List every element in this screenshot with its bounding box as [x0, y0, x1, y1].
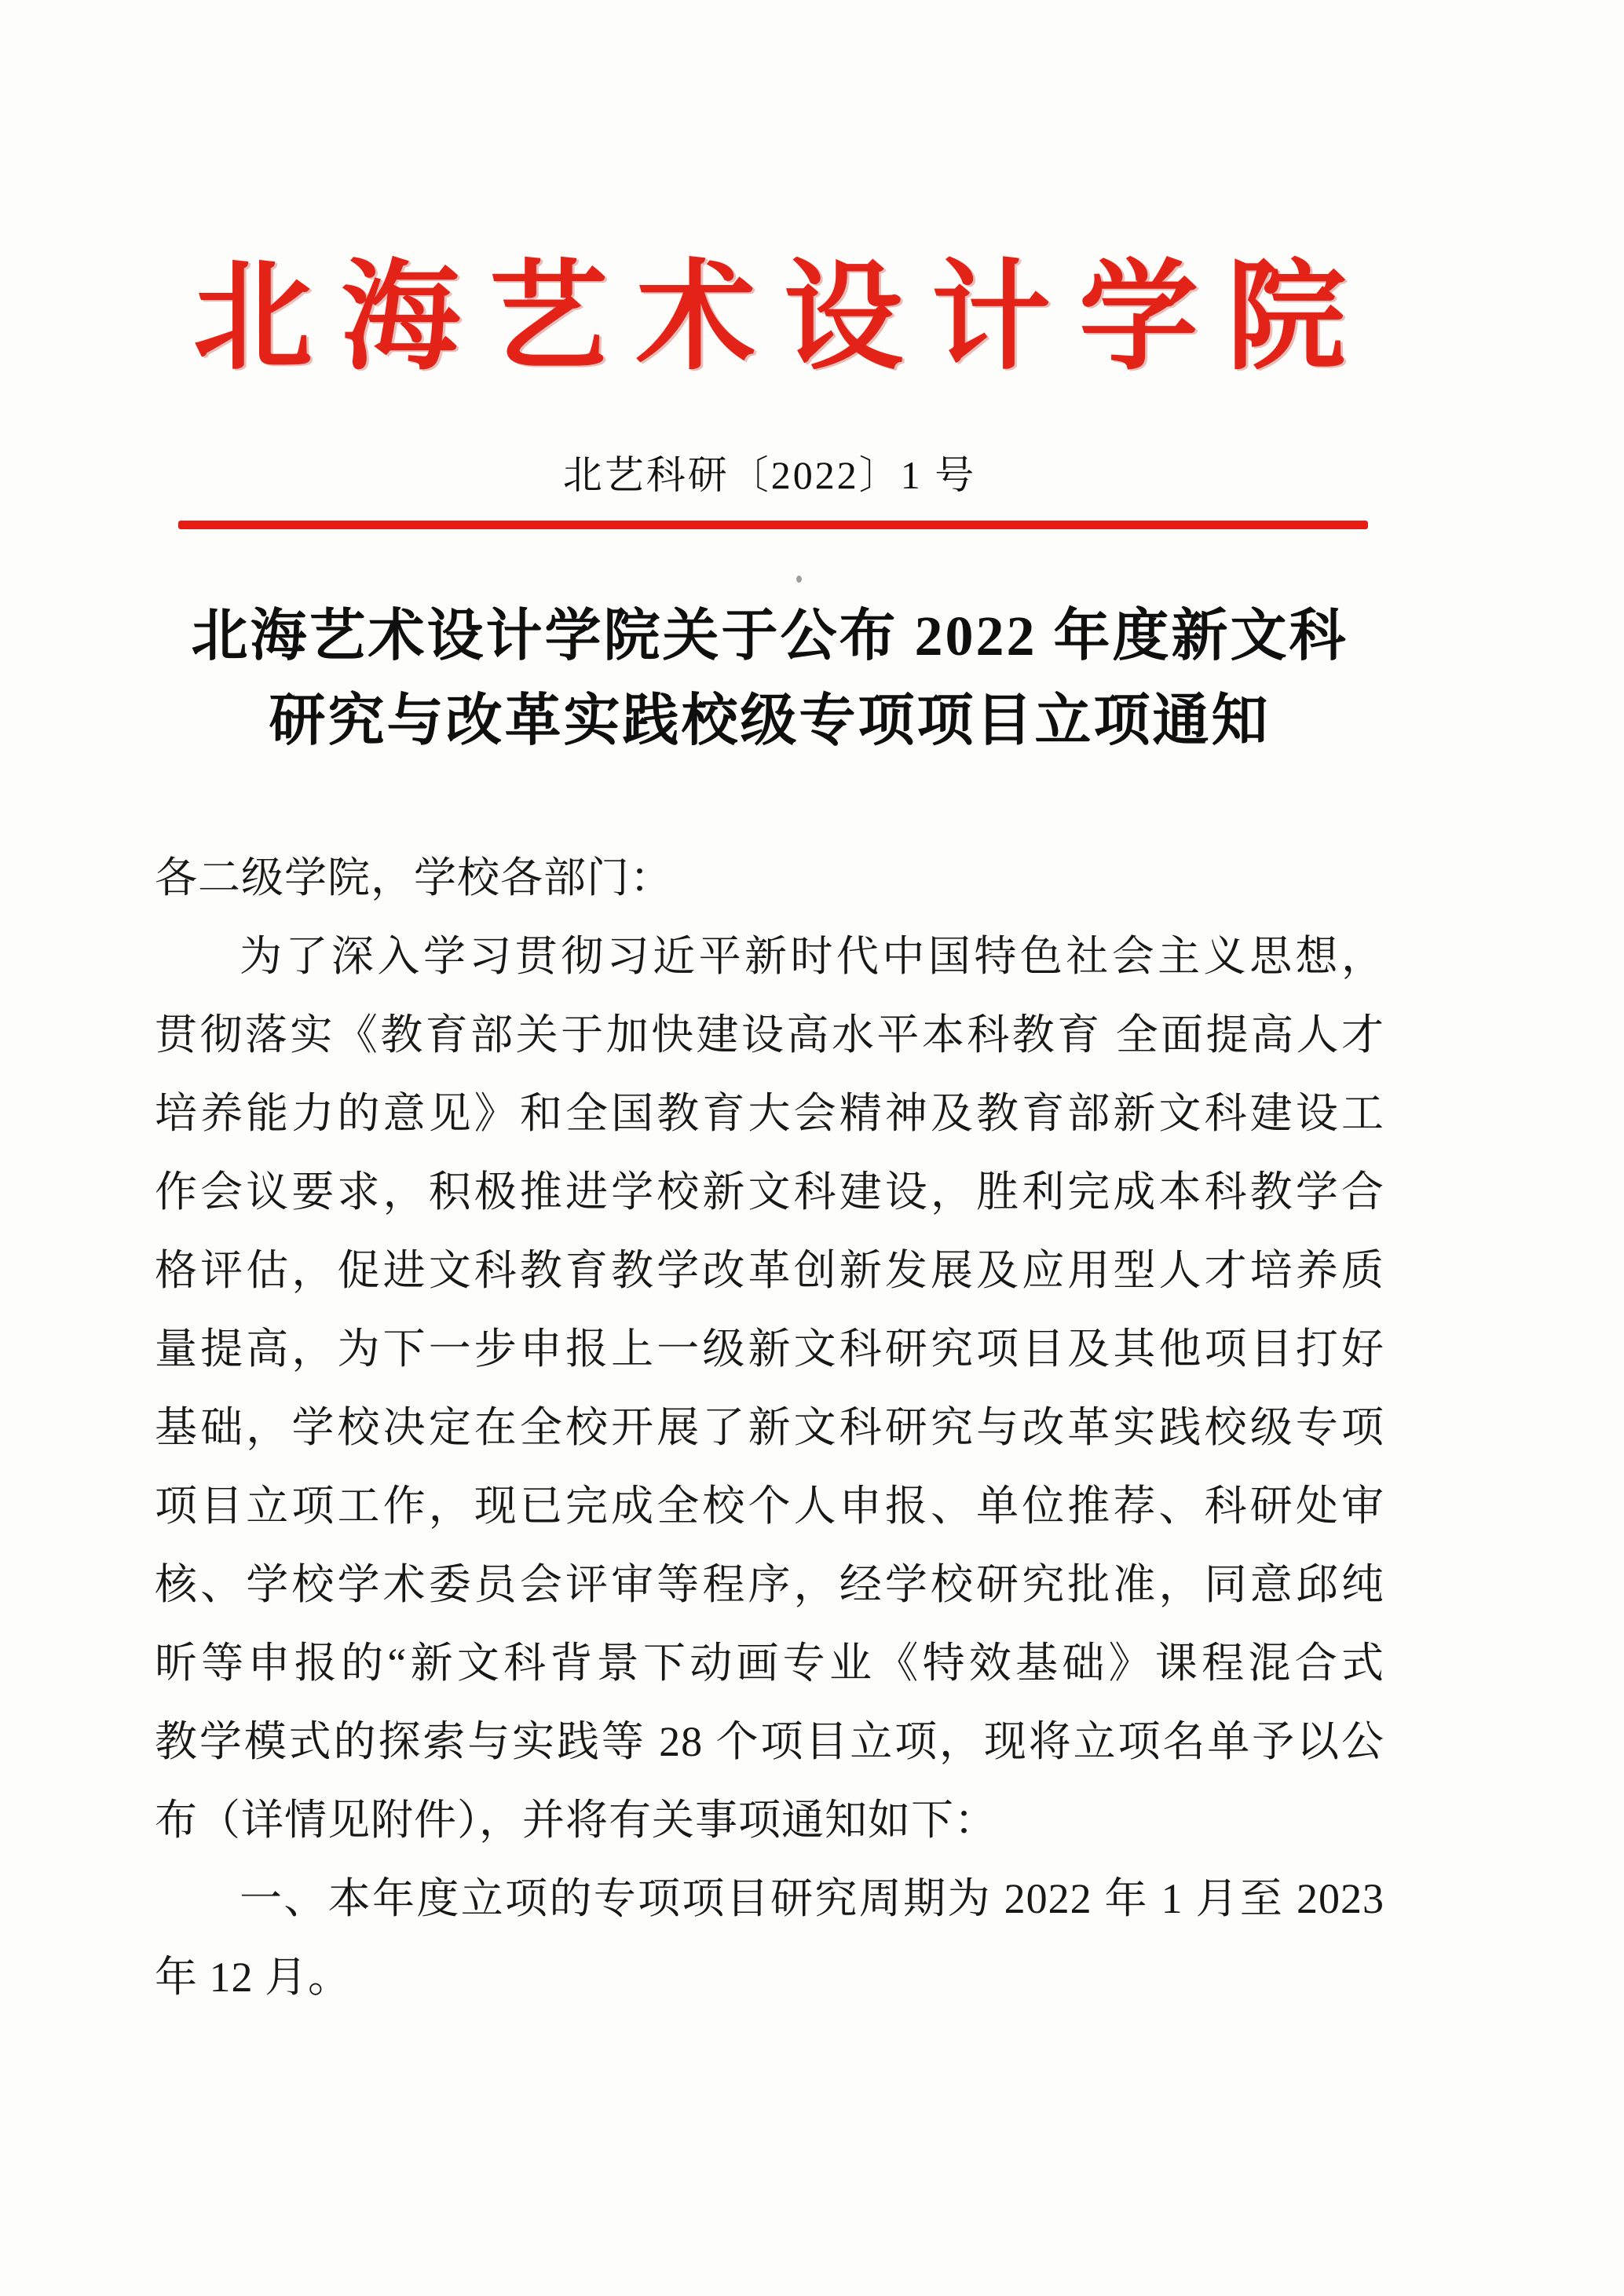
body-line: 昕等申报的“新文科背景下动画专业《特效基础》课程混合式	[155, 1640, 1384, 1687]
body-line: 培养能力的意见》和全国教育大会精神及教育部新文科建设工	[155, 1090, 1384, 1137]
body-line: 作会议要求，积极推进学校新文科建设，胜利完成本科教学合	[155, 1168, 1384, 1216]
body-line: 量提高，为下一步申报上一级新文科研究项目及其他项目打好	[155, 1325, 1384, 1373]
document-number: 北艺科研〔2022〕1 号	[562, 453, 977, 497]
body-line: 布（详情见附件），并将有关事项通知如下：	[155, 1797, 997, 1844]
notice-title-line2: 研究与改革实践校级专项项目立项通知	[269, 689, 1271, 752]
body-line: 年 12 月。	[155, 1954, 351, 2001]
red-separator-rule	[178, 521, 1368, 529]
body-line: 基础，学校决定在全校开展了新文科研究与改革实践校级专项	[155, 1404, 1384, 1451]
letterhead-org-name: 北海艺术设计学院	[193, 252, 1374, 384]
notice-body	[155, 839, 1384, 2016]
notice-title-line1: 北海艺术设计学院关于公布 2022 年度新文科	[191, 605, 1348, 667]
body-line: 格评估，促进文科教育教学改革创新发展及应用型人才培养质	[155, 1247, 1384, 1294]
body-line: 一、本年度立项的专项项目研究周期为 2022 年 1 月至 2023	[240, 1875, 1384, 1922]
body-line: 贯彻落实《教育部关于加快建设高水平本科教育 全面提高人才	[155, 1011, 1384, 1058]
body-line: 为了深入学习贯彻习近平新时代中国特色社会主义思想，	[240, 933, 1384, 980]
body-line: 教学模式的探索与实践等 28 个项目立项，现将立项名单予以公	[155, 1718, 1384, 1765]
body-line: 项目立项工作，现已完成全校个人申报、单位推荐、科研处审	[155, 1483, 1384, 1530]
body-line: 核、学校学术委员会评审等程序，经学校研究批准，同意邱纯	[155, 1561, 1384, 1608]
scan-artifact-dot	[796, 576, 802, 583]
notice-title	[155, 594, 1384, 763]
body-line-salutation: 各二级学院，学校各部门：	[155, 854, 673, 901]
